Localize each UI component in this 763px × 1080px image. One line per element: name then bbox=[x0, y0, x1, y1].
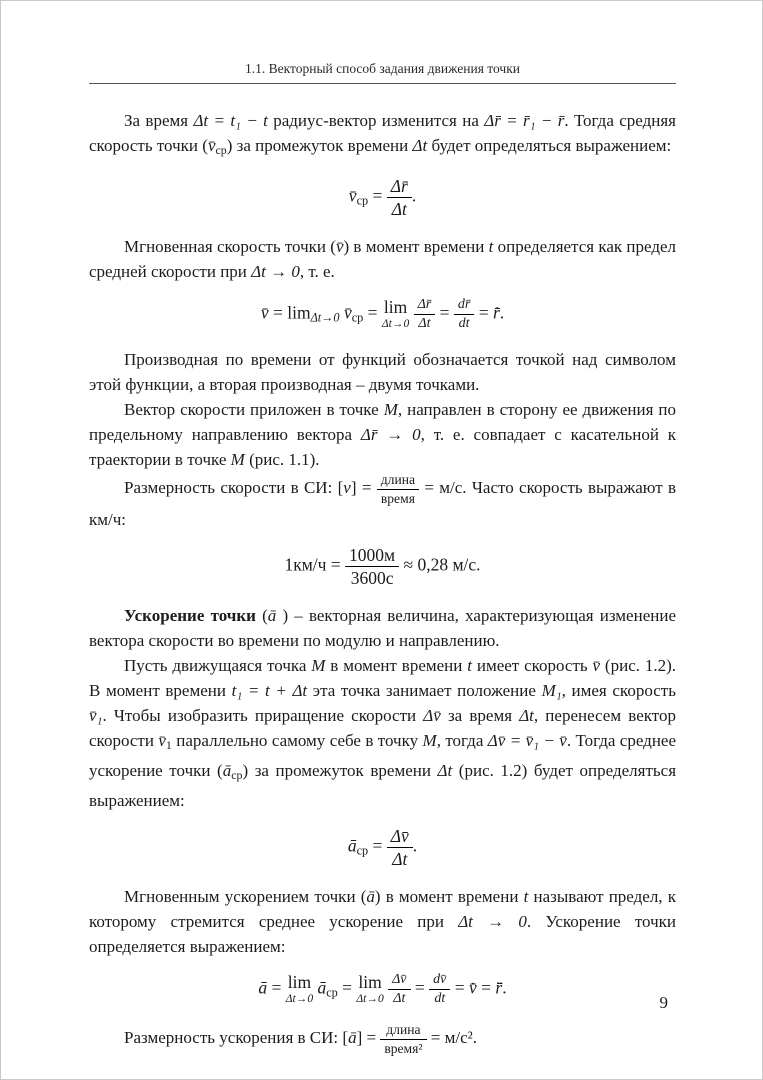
formula-average-acceleration: $ā_{ср}$ = $\frac{\Delta v̄}{\Delta t}$ . bbox=[347, 825, 418, 869]
formula-average-velocity: $v̄_{ср}$ = $\frac{\Delta r̄}{\Delta t}$ . bbox=[348, 175, 417, 220]
paragraph-delta-t: За время Δt = t₁ − t радиус-вектор изменится на Δr̄ = r̄₁ − r̄. Тогда средняя скорость точки $(v̄_{ср})$ за промежуток времени Δt будет определяться выражением: bbox=[89, 111, 676, 157]
paragraph-velocity-vector: Вектор скорости приложен в точке M, направлен в сторону ее движения по предельному направлению вектора Δr̄ → 0, т. е. совпадает с касательной к траектории в точке M (рис. 1.1). bbox=[89, 400, 676, 470]
paragraph-derivative-notation: Производная по времени от функций обозначается точкой над символом этой функции, а вторая производная – двумя точками. bbox=[89, 350, 676, 395]
running-header: 1.1. Векторный способ задания движения точки bbox=[89, 61, 676, 84]
formula-acceleration-limit: ā = lim Δt→0 $ā_{ср}$ = lim Δt→0 $\frac{\Delta v̄}{\Delta t}$ = $\frac{dv̄}{dt}$ = v̄̇ = r̄̈. bbox=[258, 972, 507, 1007]
formula-velocity-limit: v̄ = $\lim_{\Delta t\to 0}$ $v̄_{ср}$ = lim Δt→0 $\frac{\Delta r̄}{\Delta t}$ = $\frac{dr̄}{dt}$ = r̄̇. bbox=[260, 297, 505, 332]
paragraph-instant-velocity: Мгновенная скорость точки (v̄) в момент времени t определяется как предел средней скорости при Δt → 0, т. е. bbox=[89, 237, 676, 282]
paragraph-acceleration-definition: Ускорение точки (ā ) – векторная величина, характеризующая изменение вектора скорости во времени по модулю и направлению. bbox=[89, 605, 676, 650]
formula-kmh-conversion: 1км/ч = $\frac{1000м}{3600с}$ ≈ 0,28 м/с. bbox=[284, 544, 481, 588]
page-number: 9 bbox=[659, 993, 668, 1012]
paragraph-acceleration-units: Размерность ускорения в СИ: [ā] = $\frac{\text{длина}}{\text{время²}}$ = м/с². bbox=[124, 1022, 477, 1056]
paragraph-velocity-units: Размерность скорости в СИ: [v] = $\frac{\text{длина}}{\text{время}}$ = м/с. Часто скорость выражают в км/ч: bbox=[89, 472, 677, 529]
paragraph-moving-point: Пусть движущаяся точка M в момент времени t имеет скорость v̄ (рис. 1.2). В момент времени t₁ = t + Δt эта точка занимает положение M₁, имея скорость v̄₁. Чтобы изобразить приращение скорости Δv̄ за время Δt, перенесем вектор скорости $v̄_1$ параллельно самому себе в точку M, тогда Δv̄ = v̄₁ − v̄. Тогда среднее ускорение точки $(ā_{ср})$ за промежуток времени Δt (рис. 1.2) будет определяться выражением: bbox=[89, 655, 677, 810]
paragraph-instant-acceleration: Мгновенным ускорением точки (ā) в момент времени t называют предел, к которому стремится среднее ускорение при Δt → 0. Ускорение точки определяется выражением: bbox=[89, 887, 676, 957]
